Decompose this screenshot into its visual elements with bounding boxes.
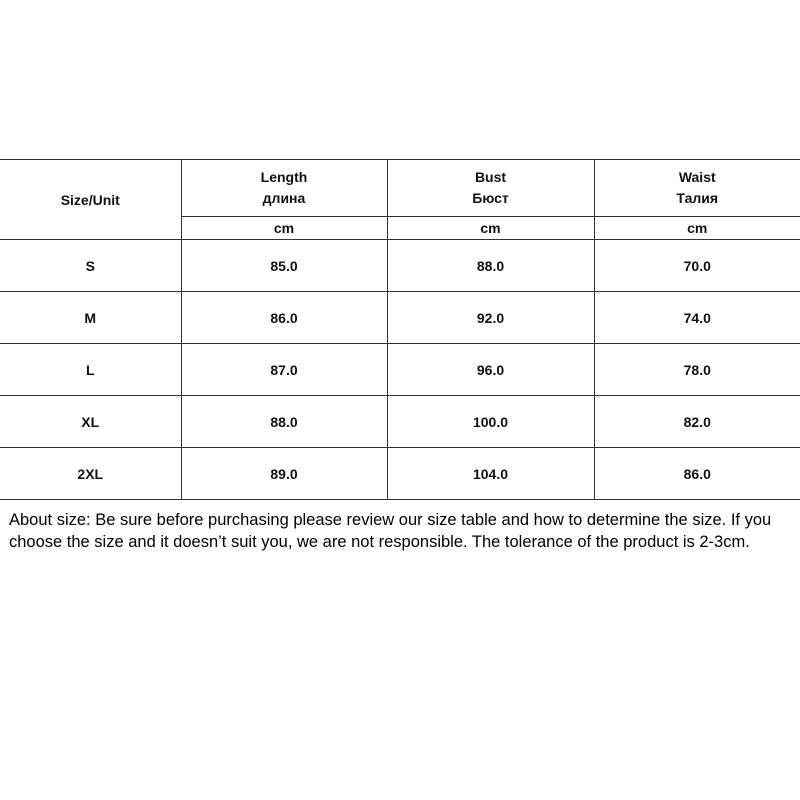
- length-header: [181, 160, 387, 217]
- waist-label-en: Waist: [678, 169, 716, 185]
- waist-cell: 74.0: [594, 292, 800, 344]
- waist-cell: 82.0: [594, 396, 800, 448]
- bust-cell: 92.0: [387, 292, 594, 344]
- length-cell: 89.0: [181, 448, 387, 500]
- table-row: [0, 396, 800, 448]
- waist-cell: 70.0: [594, 240, 800, 292]
- waist-header: [594, 160, 800, 217]
- length-label-ru: длина: [262, 190, 306, 206]
- bust-label-ru: Бюст: [472, 190, 509, 206]
- length-cell: 87.0: [181, 344, 387, 396]
- size-chart-table: [0, 159, 800, 500]
- bust-cell: 88.0: [387, 240, 594, 292]
- bust-cell: 96.0: [387, 344, 594, 396]
- size-cell: 2XL: [0, 448, 181, 500]
- table-row: [0, 448, 800, 500]
- length-cell: 86.0: [181, 292, 387, 344]
- size-unit-header: Size/Unit: [0, 160, 181, 240]
- bust-header: [387, 160, 594, 217]
- length-label-en: Length: [260, 169, 308, 185]
- size-cell: M: [0, 292, 181, 344]
- size-cell: L: [0, 344, 181, 396]
- table-row: [0, 344, 800, 396]
- length-cell: 88.0: [181, 396, 387, 448]
- length-cell: 85.0: [181, 240, 387, 292]
- bust-label-en: Bust: [474, 169, 507, 185]
- bust-cell: 100.0: [387, 396, 594, 448]
- bust-unit: cm: [387, 217, 594, 240]
- waist-cell: 78.0: [594, 344, 800, 396]
- waist-unit: cm: [594, 217, 800, 240]
- table-row: [0, 292, 800, 344]
- bust-cell: 104.0: [387, 448, 594, 500]
- waist-cell: 86.0: [594, 448, 800, 500]
- table-row: [0, 240, 800, 292]
- size-cell: XL: [0, 396, 181, 448]
- size-disclaimer-note: About size: Be sure before purchasing please review our size table and how to determine the size. If you choose the size and it doesn’t suit you, we are not responsible. The tolerance of the product is 2-3cm.: [9, 511, 772, 551]
- waist-label-ru: Талия: [676, 190, 719, 206]
- header-row: [0, 160, 800, 217]
- length-unit: cm: [181, 217, 387, 240]
- size-cell: S: [0, 240, 181, 292]
